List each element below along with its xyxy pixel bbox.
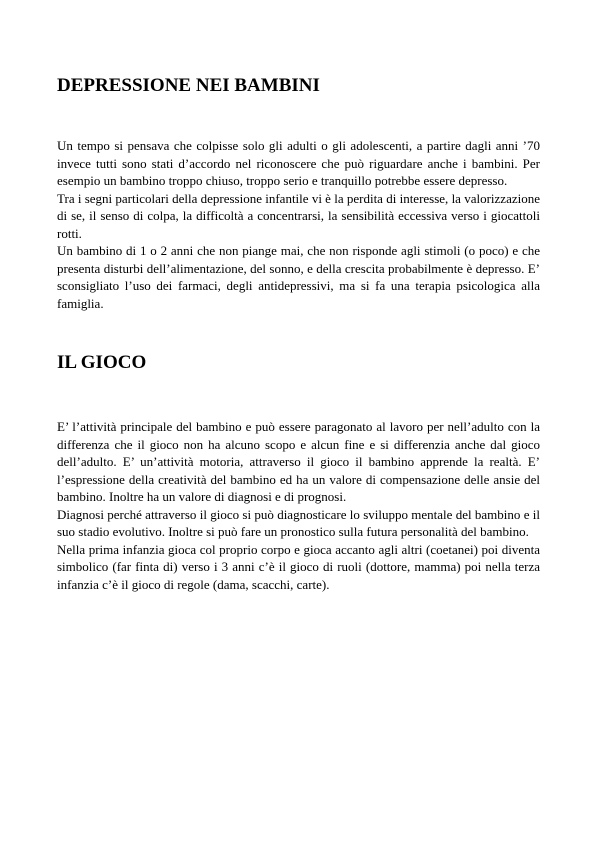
paragraph: E’ l’attività principale del bambino e può essere paragonato al lavoro per nell’adulto con la differenza che il gioco non ha alcuno scopo e alcun fine e si differenzia anche dal gioco dell’adulto. E’ un’attività motoria, attraverso il gioco il bambino apprende la realtà. E’ l’espressione della creatività del bambino ed ha un valore di compensazione delle ansie del bambino. Inoltre ha un valore di diagnosi e di prognosi. xyxy=(57,419,540,504)
paragraph: Tra i segni particolari della depressione infantile vi è la perdita di interesse, la valorizzazione di se, il senso di colpa, la difficoltà a concentrarsi, la sensibilità eccessiva verso i giocattoli rotti. xyxy=(57,190,540,241)
section-title-depressione: DEPRESSIONE NEI BAMBINI xyxy=(57,75,320,96)
paragraph: Un tempo si pensava che colpisse solo gli adulti o gli adolescenti, a partire dagli anni ’70 invece tutti sono stati d’accordo nel riconoscere che può riguardare anche i bambini. Per esempio un bambino troppo chiuso, troppo serio e tranquillo potrebbe essere depresso. xyxy=(57,138,540,188)
paragraph: Diagnosi perché attraverso il gioco si può diagnosticare lo sviluppo mentale del bambino e il suo stadio evolutivo. Inoltre si può fare un pronostico sulla futura personalità del bambino. xyxy=(57,506,540,539)
section-title-gioco: IL GIOCO xyxy=(57,352,147,373)
section-body-gioco xyxy=(57,418,540,593)
paragraph: Un bambino di 1 o 2 anni che non piange mai, che non risponde agli stimoli (o poco) e che presenta disturbi dell’alimentazione, del sonno, e della crescita probabilmente è depresso. E’ sconsigliato l’uso dei farmaci, degli antidepressivi, ma si fa una terapia psicologica alla famiglia. xyxy=(57,243,540,311)
paragraph: Nella prima infanzia gioca col proprio corpo e gioca accanto agli altri (coetanei) poi diventa simbolico (far finta di) verso i 3 anni c’è il gioco di ruoli (dottore, mamma) poi nella terza infanzia c’è il gioco di regole (dama, scacchi, carte). xyxy=(57,541,540,592)
section-body-depressione xyxy=(57,137,540,312)
